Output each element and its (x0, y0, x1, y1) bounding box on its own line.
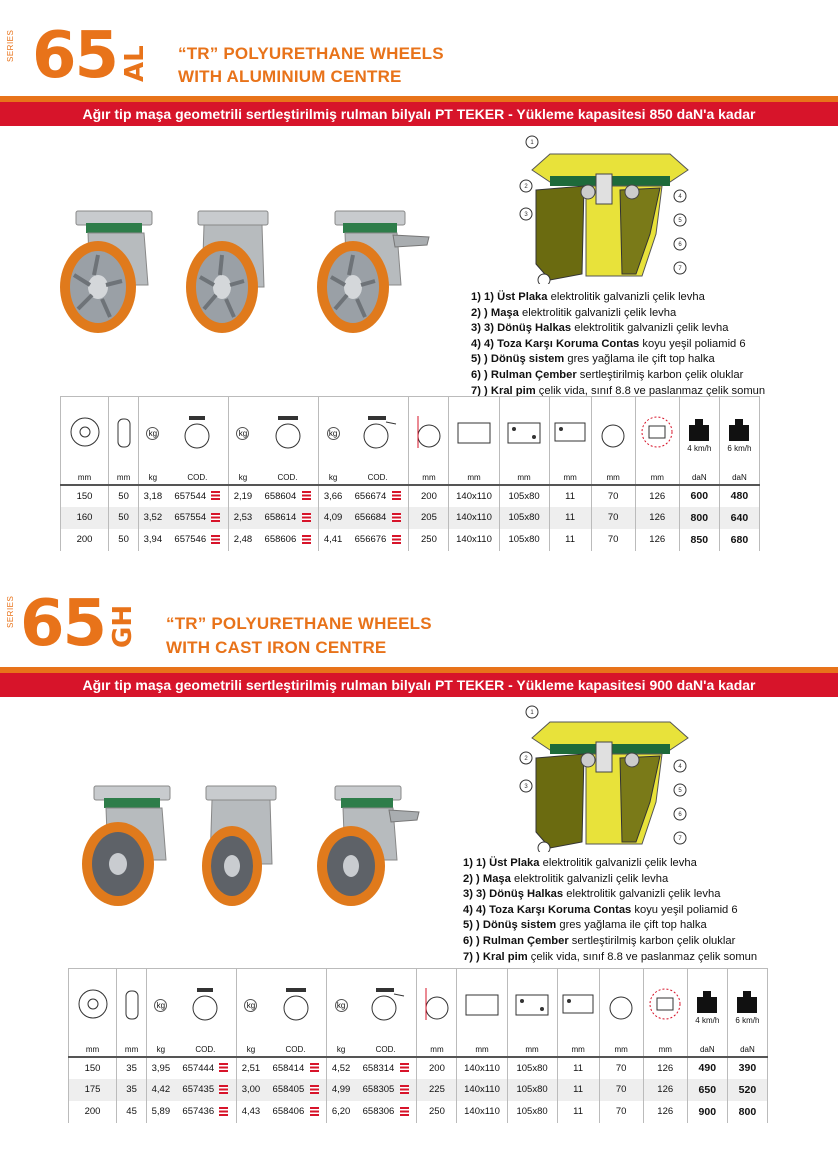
table-row (61, 529, 760, 551)
table-cell: 70 (599, 1057, 643, 1079)
table-cell: 657554 (167, 507, 229, 529)
series-code: GH (108, 604, 138, 648)
unit-cell: mm (507, 1043, 557, 1057)
stock-marker-icon (392, 535, 401, 544)
part-item: 1) 1) Üst Plaka elektrolitik galvanizli çelik levha (463, 857, 697, 869)
table-cell: 205 (409, 507, 449, 529)
unit-cell: kg (327, 1043, 355, 1057)
table-cell: 4,43 (237, 1101, 265, 1123)
offset-icon (599, 969, 643, 1043)
unit-cell: mm (457, 1043, 507, 1057)
turning-radius-icon (643, 969, 687, 1043)
table-cell: 11 (557, 1079, 599, 1101)
stock-marker-icon (219, 1063, 228, 1072)
table-cell: 140x110 (457, 1057, 507, 1079)
table-cell: 105x80 (507, 1101, 557, 1123)
unit-cell: kg (139, 471, 167, 485)
table-cell: 126 (643, 1101, 687, 1123)
part-item: 3) 3) Dönüş Halkas elektrolitik galvanizli çelik levha (463, 888, 721, 901)
wheel-diameter-icon (69, 969, 117, 1043)
table-row (61, 507, 760, 529)
table-cell: 4,42 (147, 1079, 175, 1101)
title-line-2: WITH CAST IRON CENTRE (166, 638, 387, 657)
table-cell: 658604 (257, 485, 319, 507)
table-cell: 900 (687, 1101, 727, 1123)
table-cell: 140x110 (449, 529, 499, 551)
turning-radius-icon (635, 397, 679, 471)
series-number: 65 (32, 19, 118, 93)
swivel-brake-castor-image (305, 780, 425, 910)
icon-row (61, 397, 760, 471)
table-cell: 4,09 (319, 507, 347, 529)
stock-marker-icon (400, 1085, 409, 1094)
svg-text:1: 1 (530, 140, 534, 146)
svg-text:4: 4 (678, 194, 682, 200)
spec-table (68, 968, 768, 1123)
callout-markers (510, 702, 700, 852)
table-cell: 126 (643, 1057, 687, 1079)
table-cell: 658314 (355, 1057, 417, 1079)
series-word: SERIES (6, 595, 15, 628)
unit-cell: kg (147, 1043, 175, 1057)
part-item: 1) 1) Üst Plaka elektrolitik galvanizli çelik levha (471, 291, 705, 303)
part-item: 7) ) Kral pim çelik vida, sınıf 8.8 ve paslanmaz çelik somun (463, 950, 758, 963)
part-item: 2) ) Maşa elektrolitik galvanizli çelik levha (463, 872, 669, 885)
svg-text:4: 4 (678, 764, 682, 770)
table-cell: 657546 (167, 529, 229, 551)
stock-marker-icon (392, 513, 401, 522)
table-cell: 50 (109, 485, 139, 507)
icon-row (69, 969, 768, 1043)
stock-marker-icon (211, 513, 220, 522)
part-item: 2) ) Maşa elektrolitik galvanizli çelik levha (471, 306, 677, 319)
title-line-1: “TR” POLYURETHANE WHEELS (178, 44, 444, 63)
table-cell: 35 (117, 1079, 147, 1101)
table-cell: 800 (727, 1101, 767, 1123)
height-icon (409, 397, 449, 471)
unit-cell: mm (643, 1043, 687, 1057)
table-cell: 2,51 (237, 1057, 265, 1079)
table-cell: 11 (549, 529, 591, 551)
table-cell: 658614 (257, 507, 319, 529)
kg-icon: kg (319, 397, 347, 471)
table-cell: 70 (599, 1079, 643, 1101)
plate-size-icon (449, 397, 499, 471)
table-cell: 225 (417, 1079, 457, 1101)
table-cell: 4,52 (327, 1057, 355, 1079)
table-cell: 6,20 (327, 1101, 355, 1123)
table-cell: 3,18 (139, 485, 167, 507)
table-cell: 105x80 (507, 1057, 557, 1079)
stock-marker-icon (302, 491, 311, 500)
table-row (69, 1057, 768, 1079)
table-row (69, 1079, 768, 1101)
table-cell: 200 (409, 485, 449, 507)
swivel-castor-image (70, 780, 190, 910)
table-cell: 200 (61, 529, 109, 551)
swivel-castor-image (48, 205, 168, 335)
unit-cell: mm (409, 471, 449, 485)
table-cell: 680 (719, 529, 759, 551)
svg-text:1: 1 (530, 710, 534, 716)
load-4kmh-icon: 4 km/h (687, 969, 727, 1043)
hole-spacing-icon (499, 397, 549, 471)
table-cell: 11 (557, 1101, 599, 1123)
table-cell: 658405 (265, 1079, 327, 1101)
load-4kmh-icon: 4 km/h (679, 397, 719, 471)
fixed-icon (265, 969, 327, 1043)
table-cell: 657435 (175, 1079, 237, 1101)
table-cell: 126 (635, 485, 679, 507)
svg-text:2: 2 (524, 756, 528, 762)
table-cell: 520 (727, 1079, 767, 1101)
part-item: 4) 4) Toza Karşı Koruma Contas koyu yeşil poliamid 6 (471, 337, 746, 350)
table-cell: 3,66 (319, 485, 347, 507)
table-cell: 35 (117, 1057, 147, 1079)
table-cell: 850 (679, 529, 719, 551)
table-row (61, 485, 760, 507)
unit-cell: kg (229, 471, 257, 485)
unit-cell: kg (319, 471, 347, 485)
table-cell: 3,00 (237, 1079, 265, 1101)
table-cell: 150 (61, 485, 109, 507)
swivel-icon (167, 397, 229, 471)
table-cell: 658305 (355, 1079, 417, 1101)
stock-marker-icon (392, 491, 401, 500)
title-line-1: “TR” POLYURETHANE WHEELS (166, 614, 432, 633)
table-cell: 5,89 (147, 1101, 175, 1123)
stock-marker-icon (400, 1107, 409, 1116)
table-cell: 657444 (175, 1057, 237, 1079)
spec-table (60, 396, 760, 551)
unit-cell: daN (727, 1043, 767, 1057)
table-cell: 70 (591, 507, 635, 529)
unit-cell: COD. (175, 1043, 237, 1057)
svg-text:3: 3 (524, 212, 528, 218)
table-cell: 140x110 (449, 507, 499, 529)
svg-text:3: 3 (524, 784, 528, 790)
table-cell: 658306 (355, 1101, 417, 1123)
table-cell: 50 (109, 529, 139, 551)
stock-marker-icon (310, 1085, 319, 1094)
stock-marker-icon (302, 535, 311, 544)
stock-marker-icon (310, 1107, 319, 1116)
stock-marker-icon (211, 491, 220, 500)
part-item: 6) ) Rulman Çember sertleştirilmiş karbon çelik oluklar (463, 934, 736, 947)
wheel-width-icon (109, 397, 139, 471)
table-cell: 11 (549, 485, 591, 507)
swivel-brake-castor-image (305, 205, 435, 335)
swivel-icon (175, 969, 237, 1043)
wheel-width-icon (117, 969, 147, 1043)
unit-cell: mm (417, 1043, 457, 1057)
table-cell: 657544 (167, 485, 229, 507)
table-cell: 650 (687, 1079, 727, 1101)
table-cell: 175 (69, 1079, 117, 1101)
table-cell: 126 (643, 1079, 687, 1101)
offset-icon (591, 397, 635, 471)
table-cell: 105x80 (499, 485, 549, 507)
table-cell: 200 (417, 1057, 457, 1079)
unit-cell: COD. (265, 1043, 327, 1057)
brake-icon (347, 397, 409, 471)
banner: Ağır tip maşa geometrili sertleştirilmiş rulman bilyalı PT TEKER - Yükleme kapasitesi 850 daN'a kadar (0, 102, 838, 126)
kg-icon: kg (237, 969, 265, 1043)
part-item: 5) ) Dönüş sistem gres yağlama ile çift top halka (471, 353, 715, 366)
kg-icon: kg (327, 969, 355, 1043)
unit-cell: mm (635, 471, 679, 485)
stock-marker-icon (302, 513, 311, 522)
svg-text:7: 7 (678, 266, 682, 272)
table-cell: 657436 (175, 1101, 237, 1123)
table-cell: 105x80 (499, 507, 549, 529)
callout-markers (510, 134, 700, 284)
table-cell: 250 (409, 529, 449, 551)
unit-cell: mm (599, 1043, 643, 1057)
unit-cell: daN (719, 471, 759, 485)
table-cell: 70 (591, 485, 635, 507)
table-row (69, 1101, 768, 1123)
unit-cell: COD. (257, 471, 319, 485)
table-cell: 656684 (347, 507, 409, 529)
unit-cell: daN (687, 1043, 727, 1057)
table-cell: 105x80 (507, 1079, 557, 1101)
table-cell: 11 (557, 1057, 599, 1079)
fixed-castor-image (178, 205, 288, 335)
unit-cell: mm (449, 471, 499, 485)
table-cell: 4,99 (327, 1079, 355, 1101)
series-word: SERIES (6, 29, 15, 62)
height-icon (417, 969, 457, 1043)
stock-marker-icon (211, 535, 220, 544)
kg-icon: kg (139, 397, 167, 471)
table-cell: 105x80 (499, 529, 549, 551)
unit-cell: COD. (167, 471, 229, 485)
unit-cell: daN (679, 471, 719, 485)
unit-cell: mm (557, 1043, 599, 1057)
units-row (69, 1043, 768, 1057)
table-cell: 658406 (265, 1101, 327, 1123)
table-cell: 600 (679, 485, 719, 507)
table-cell: 140x110 (457, 1101, 507, 1123)
unit-cell: mm (109, 471, 139, 485)
svg-text:2: 2 (524, 184, 528, 190)
part-item: 6) ) Rulman Çember sertleştirilmiş karbon çelik oluklar (471, 368, 744, 381)
unit-cell: mm (117, 1043, 147, 1057)
stock-marker-icon (400, 1063, 409, 1072)
table-cell: 4,41 (319, 529, 347, 551)
part-item: 7) ) Kral pim çelik vida, sınıf 8.8 ve paslanmaz çelik somun (471, 384, 766, 397)
parts-list (471, 290, 765, 399)
table-cell: 140x110 (457, 1079, 507, 1101)
kg-icon: kg (229, 397, 257, 471)
load-6kmh-icon: 6 km/h (719, 397, 759, 471)
unit-cell: mm (591, 471, 635, 485)
svg-text:6: 6 (678, 242, 682, 248)
table-cell: 656674 (347, 485, 409, 507)
part-item: 5) ) Dönüş sistem gres yağlama ile çift top halka (463, 919, 707, 932)
table-cell: 3,95 (147, 1057, 175, 1079)
unit-cell: COD. (347, 471, 409, 485)
unit-cell: mm (69, 1043, 117, 1057)
table-cell: 2,53 (229, 507, 257, 529)
table-cell: 140x110 (449, 485, 499, 507)
table-cell: 200 (69, 1101, 117, 1123)
stock-marker-icon (310, 1063, 319, 1072)
plate-size-icon (457, 969, 507, 1043)
part-item: 3) 3) Dönüş Halkas elektrolitik galvanizli çelik levha (471, 322, 729, 335)
table-cell: 658606 (257, 529, 319, 551)
table-cell: 70 (599, 1101, 643, 1123)
table-cell: 160 (61, 507, 109, 529)
table-cell: 250 (417, 1101, 457, 1123)
title-line-2: WITH ALUMINIUM CENTRE (178, 67, 402, 86)
stock-marker-icon (219, 1085, 228, 1094)
svg-text:5: 5 (678, 788, 682, 794)
table-cell: 490 (687, 1057, 727, 1079)
bolt-hole-icon (549, 397, 591, 471)
series-number: 65 (20, 587, 106, 661)
table-cell: 126 (635, 507, 679, 529)
units-row (61, 471, 760, 485)
stock-marker-icon (219, 1107, 228, 1116)
kg-icon: kg (147, 969, 175, 1043)
table-cell: 800 (679, 507, 719, 529)
part-item: 4) 4) Toza Karşı Koruma Contas koyu yeşil poliamid 6 (463, 903, 738, 916)
unit-cell: mm (61, 471, 109, 485)
series-code: AL (120, 45, 150, 82)
wheel-diameter-icon (61, 397, 109, 471)
table-cell: 656676 (347, 529, 409, 551)
unit-cell: mm (549, 471, 591, 485)
table-cell: 126 (635, 529, 679, 551)
fixed-castor-image (192, 780, 292, 910)
svg-text:7: 7 (678, 836, 682, 842)
bolt-hole-icon (557, 969, 599, 1043)
table-cell: 150 (69, 1057, 117, 1079)
banner: Ağır tip maşa geometrili sertleştirilmiş rulman bilyalı PT TEKER - Yükleme kapasitesi 900 daN'a kadar (0, 673, 838, 697)
table-cell: 70 (591, 529, 635, 551)
table-cell: 390 (727, 1057, 767, 1079)
table-cell: 45 (117, 1101, 147, 1123)
unit-cell: kg (237, 1043, 265, 1057)
unit-cell: mm (499, 471, 549, 485)
table-cell: 2,48 (229, 529, 257, 551)
unit-cell: COD. (355, 1043, 417, 1057)
table-cell: 50 (109, 507, 139, 529)
fixed-icon (257, 397, 319, 471)
table-cell: 480 (719, 485, 759, 507)
table-cell: 640 (719, 507, 759, 529)
table-cell: 3,94 (139, 529, 167, 551)
load-6kmh-icon: 6 km/h (727, 969, 767, 1043)
table-cell: 658414 (265, 1057, 327, 1079)
table-cell: 11 (549, 507, 591, 529)
svg-text:5: 5 (678, 218, 682, 224)
brake-icon (355, 969, 417, 1043)
svg-text:6: 6 (678, 812, 682, 818)
hole-spacing-icon (507, 969, 557, 1043)
table-cell: 3,52 (139, 507, 167, 529)
parts-list (463, 856, 757, 965)
table-cell: 2,19 (229, 485, 257, 507)
